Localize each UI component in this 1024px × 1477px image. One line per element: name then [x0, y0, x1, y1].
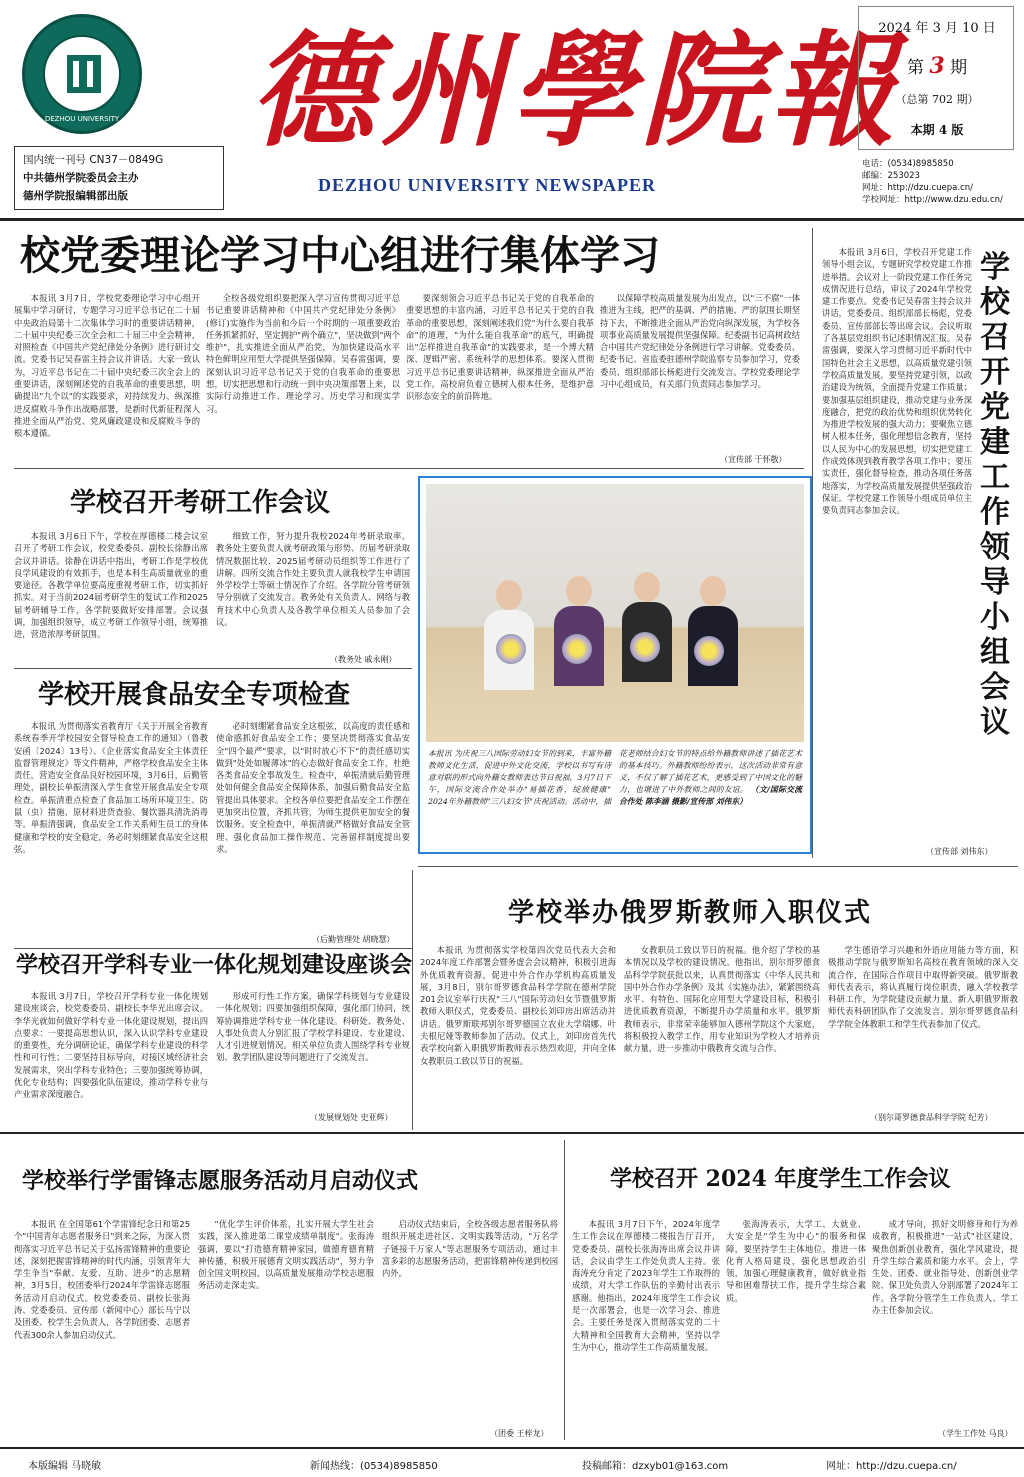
- pubinfo-line: 德州学院报编辑部出版: [23, 190, 128, 202]
- russian-text: 本报讯 为贯彻落实学校第四次党员代表大会和2024年度工作部署会暨务虚会会议精神，积极引进海外优质教育资源，促进中外合作办学机构高质量发展，3月8日，别尔哥罗德食品科学学院在德州学院201会议室举行庆祝"三八"国际劳动妇女节暨俄罗斯教师入职仪式，党委委员、副校长刘印房出席活动并讲话。俄罗斯联邦别尔哥罗德国立农业大学瑞娜、叶夫根尼娅等教师参加了活动。仪式上，刘印房首先代表学校向新入职俄罗斯教师表示热烈欢迎，并向全体女教职员工致以节日的祝福。: [420, 945, 616, 1066]
- section-divider: [0, 1132, 1024, 1134]
- issue-prefix: 第: [906, 58, 924, 78]
- kaoyan-byline: （教务处 戚永刚）: [330, 655, 397, 664]
- flower-arrangement-icon: [630, 632, 660, 662]
- kaoyan-headline: 学校召开考研工作会议: [70, 488, 331, 518]
- russian-column-2: [624, 944, 820, 1122]
- contact-line[interactable]: 学校网址：http://www.dzu.edu.cn/: [862, 195, 1003, 205]
- discipline-headline: 学校召开学科专业一体化规划建设座谈会: [16, 952, 413, 978]
- kaoyan-column-1: [14, 530, 208, 664]
- total-issue: （总第 702 期）: [895, 93, 979, 106]
- contact-line: 邮编：253023: [862, 171, 920, 181]
- student-text: 本报讯 3月7日下午，2024年度学生工作会议在厚德楼二楼报告厅召开，党委委员、副校长张海涛出席会议并讲话，会议由学生工作处负责人主持。张海涛充分肯定了2023年学生工作取得的成绩，对大学工作队伍的辛勤付出表示感谢。他指出，2024年度学生工作会议是一次部署会，也是一次学习会、推进会。主要任务是深入贯彻落实党的二十大精神和全国教育大会精神，坚持以学生为中心，推动学生工作高质量发展。: [572, 1219, 720, 1352]
- university-logo: [22, 14, 142, 134]
- lead-headline: 校党委理论学习中心组进行集体学习: [20, 233, 660, 279]
- issue-no: 3: [929, 53, 945, 79]
- logo-text: DEZHOU UNIVERSITY: [44, 115, 120, 123]
- discipline-text: 形成可行性工作方案，确保学科规划与专业建设一体化规划；四要加强组织保障，强化部门协同，统筹协调推进学科专业一体化建设。科研处、教务处、人事处负责人分别汇报了学校学科建设、专业建设、人才引进规划情况。相关单位负责人围绕学科专业规划、教学团队建设等问题进行了交流发言。: [216, 991, 410, 1063]
- page-count: 本期 4 版: [910, 123, 964, 137]
- kaoyan-text: 细致工作，努力提升我校2024年考研录取率。教务处主要负责人就考研政策与形势、历届考研录取情况数据比较、2025届考研动员组织等工作进行了讲解。四所交流合作处主要负责人就我校学生申请国外学校学士等硕士情况作了介绍。各学院分管考研领导分别就了交流发言。教务处有关负责人、网络与教育技术中心负责人及各教学单位相关人员参加了会议。: [216, 531, 410, 628]
- column-divider: [564, 1140, 565, 1440]
- leifeng-text: "优化学生评价体系，扎实开展大学生社会实践，深入推进第二课堂成绩单制度"。张海涛强调，要以"打造德育精神家园，做德育德育精神传播，积极开展德育文明实践活动"，努力争创全国文明校园，以高质量发展推动学校志愿服务活动走深走实。: [198, 1219, 374, 1291]
- column-divider: [812, 228, 813, 858]
- party-byline: （宣传部 刘伟东）: [926, 847, 993, 856]
- photo-caption-text: 本报讯 为庆祝三八国际劳动妇女节的到来，丰富外籍教师文化生活，促进中外文化交流，学校以书写有诗意对联的形式向外籍女教师表达节日祝福，3月7日下午，国际交流合作处举办"易插花香，绽放健康" 2024年外籍教师"三八妇女节"庆祝活动。活动中，插花老师结合妇女节的特点给外籍教师讲述了插花艺术的基本技巧。外籍教师纷纷表示，这次活动非常有意义，不仅了解了插花艺术，更感受到了中国文化的魅力，也增进了中外教师之间的友谊。: [428, 749, 802, 806]
- leifeng-headline: 学校举行学雷锋志愿服务活动月启动仪式: [22, 1168, 419, 1194]
- food-text: 必时刻绷紧食品安全这根弦，以高度的责任感和使命感抓好食品安全工作；要坚决贯彻落实食品安全"四个最严"要求，以"时时放心不下"的责任感切实做到"处处如履薄冰"的心态做好食品安全工作，杜绝各类食品安全事故发生。检查中，单振清就后勤管理处如何健全食品安全保障体系，加强后勤食品安全监管提出具体要求。全校各单位要把食品安全工作摆在更加突出位置，齐抓共管，为师生提供更加安全的餐饮服务。安全检查中，单振清就严格做好食品安全管理、强化食品加工操作规范、完善留样制度提出要求。: [216, 721, 410, 854]
- section-divider: [14, 468, 804, 469]
- food-column-1: [14, 720, 208, 944]
- pubinfo-line: 国内统一刊号 CN37－0849G: [23, 154, 164, 166]
- lead-text: 本报讯 3月7日，学校党委理论学习中心组开展集中学习研讨，专题学习习近平总书记在二十届中央政治局第十二次集体学习时的重要讲话精神，二十届中央纪委三次全会和二十届三中全会精神，对照检查《中国共产党纪律处分条例》进行研讨交流。党委书记吴春雷主持会议并讲话。大家一致认为，习近平总书记在二十届中央纪委三次全会上的重要讲话，深刻阐述党的自我革命的重要思想，明确提出"九个以"的实践要求，对持续发力、纵深推进反腐败斗争作出战略部署，是新时代新征程深入推进全面从严治党、党风廉政建设和反腐败斗争的根本遵循。: [14, 293, 200, 439]
- food-text: 本报讯 为贯彻落实省教育厅《关于开展全省教育系统春季开学校园安全督导检查工作的通知》（鲁教安函〔2024〕13号）、《企业落实食品安全主体责任监督管理规定》等文件精神，严格学校食品安全主体责任，营造安全食品良好校园环境，3月6日，后勤管理处，副校长单振清深入学生食堂开展食品安全专项检查。单振清重点检查了食品加工场所环境卫生、防鼠（虫）措施、原材料进货查验、餐饮器具清洗消毒等。单振清强调，食品安全工作关系师生员工的身体健康和学校的安全稳定，务必时刻绷紧食品安全这根弦。: [14, 721, 208, 854]
- russian-text: 学生德语学习兴趣和外语应用能力等方面，积极推动学院与俄罗斯知名高校在教育领域的深入交流合作，在国际合作项目中取得新突破。俄罗斯教师代表表示，将认真履行岗位职责，融入学校教学科研工作，为学院建设贡献力量。新入职俄罗斯教师代表科研团队作了交流发言。别尔哥罗德食品科学学院全体教职工和学生代表参加了仪式。: [828, 945, 1018, 1029]
- student-byline: （学生工作处 马良）: [938, 1429, 1013, 1438]
- lead-text: 以保障学校高质量发展为出发点，以"三不腐"一体推进为主线，把严的基调、严的措施、严的氛围长期坚持下去，不断推进全面从严治党向纵深发展，为学校各项事业高质量发展提供坚强保障。纪委副书记高树政结合中国共产党纪律处分条例进行学习讲解。党委委员、纪委书记、省监委驻德州学院监察专员参加学习，党委委员、组织部部长杨彪进行交流发言。学校党委理论学习中心组成员，有关部门负责同志参加学习。: [600, 293, 800, 390]
- section-divider: [418, 866, 1018, 867]
- publication-info: [14, 146, 224, 210]
- footer-website[interactable]: 网址：http://dzu.cuepa.cn/: [826, 1461, 957, 1472]
- lead-byline: （宣传部 于怀敬）: [720, 455, 787, 464]
- leifeng-byline: （团委 王梓龙）: [490, 1429, 549, 1438]
- masthead-divider: [0, 218, 1024, 221]
- food-byline: （后勤管理处 胡晓慧）: [312, 935, 395, 944]
- issue-number: [859, 53, 1015, 79]
- leifeng-text: 启动仪式结束后，全校各级志愿者服务队将组织开展走进社区、文明实践等活动，"万名学子链接千万家人"等志愿服务专项活动，通过丰富多彩的志愿服务活动，把雷锋精神传递到校园内外。: [382, 1219, 558, 1279]
- lead-column-1: [14, 292, 200, 464]
- student-headline: 学校召开 2024 年度学生工作会议: [610, 1166, 951, 1192]
- contact-line[interactable]: 网址：http://dzu.cuepa.cn/: [862, 183, 974, 193]
- issue-date: 2024 年 3 月 10 日: [878, 21, 996, 36]
- party-headline: 学校召开党建工作领导小组会议: [980, 250, 1010, 740]
- party-column: [822, 246, 972, 846]
- student-text: 成才导向，抓好文明修身和行为养成教育，积极推进"一站式"社区建设，聚焦创新创业教育，强化学风建设，提升学生综合素质和能力水平。会上，学生处、团委、就业指导处、创新创业学院、保卫处负责人分别部署了2024年工作。各学院分管学生工作负责人、学工办主任参加会议。: [872, 1219, 1018, 1316]
- leifeng-column-2: [198, 1218, 374, 1438]
- kaoyan-text: 本报讯 3月6日下午，学校在厚德楼二楼会议室召开了考研工作会议，校党委委员、副校长徐静出席会议并讲话。徐静在讲话中指出，考研工作是学校优良学风建设的有效抓手，也是本科生高质量就业的重要途径。各教学单位要高度重视考研工作，切实抓好抓实。对于当前2024届考研学生的复试工作和2025届考研辅导工作，各学院要做好安排部署。会议强调，加强组织领导，成立考研工作领导小组，统筹推进，营造浓厚考研氛围。: [14, 531, 208, 640]
- student-column-3: [872, 1218, 1018, 1424]
- issue-suffix: 期: [950, 58, 968, 78]
- russian-text: 女教职员工致以节日的祝福。他介绍了学校的基本情况以及学校的建设情况。他指出，别尔哥罗德食品科学学院获批以来，认真贯彻落实《中华人民共和国中外合作办学条例》及其《实施办法》，紧紧围绕高水平、有特色、国际化应用型大学建设目标，积极引进优质教育资源，不断提升办学质量和水平。俄罗斯教师表示，非常荣幸能够加入德州学院这个大家庭，将积极投入教学工作，用专业知识为学校人才培养贡献力量，进一步推动中俄教育交流与合作。: [624, 945, 820, 1054]
- photo-caption: [428, 748, 802, 808]
- photo-person: [622, 572, 672, 682]
- lead-column-3: [406, 292, 594, 464]
- logo-building-icon: [67, 55, 101, 93]
- leifeng-column-1: [14, 1218, 190, 1438]
- russian-byline: （别尔哥罗德食品科学学院 纪芳）: [870, 1113, 993, 1122]
- kaoyan-column-2: [216, 530, 410, 650]
- photo-womens-day: [426, 484, 804, 742]
- leifeng-column-3: [382, 1218, 558, 1428]
- lead-column-2: [206, 292, 400, 464]
- discipline-text: 本报讯 3月7日，学校召开学科专业一体化规划建设座谈会，校党委委员、副校长李华光出席会议。李华光就如何做好学科专业一体化建设规划，提出四点要求：一要提高思想认识，深入认识学科专业建设的重要性，充分调研论证，确保学科专业建设的科学性和可行性；二要坚持目标导向，对接区域经济社会发展需求，突出学科专业特色；三要加强统筹协调，优化专业结构；四要强化队伍建设，推动学科专业与产业需求深度融合。: [14, 991, 208, 1100]
- student-column-2: [726, 1218, 866, 1438]
- food-headline: 学校开展食品安全专项检查: [38, 680, 351, 710]
- column-divider: [412, 870, 413, 1130]
- contact-line: 电话：(0534)8985850: [862, 159, 954, 169]
- leifeng-text: 本报讯 在全国第61个学雷锋纪念日和第25个"中国青年志愿者服务日"到来之际，为深入贯彻落实习近平总书记关于弘扬雷锋精神的重要论述，深刻把握雷锋精神的时代内涵，引领青年大学生争当"奉献、友爱、互助、进步"的志愿精神，3月5日，校团委举行2024年学雷锋志愿服务活动月启动仪式。校党委委员、副校长张海涛、党委委员、宣传部（新闻中心）部长马宁以及团委、校学生会负责人，各学院团委、志愿者代表300余人参加启动仪式。: [14, 1219, 190, 1340]
- student-column-1: [572, 1218, 720, 1438]
- student-text: 张海涛表示，大学工、大就业、大安全是"学生为中心"的服务和保障，要坚持学生主体地位，推进一体化育人格局建设，强化思想政治引领，加强心理健康教育，做好就业指导和困难帮扶工作，提升学生综合素质。: [726, 1219, 866, 1303]
- footer-email[interactable]: 投稿邮箱：dzxyb01@163.com: [582, 1461, 729, 1472]
- pubinfo-line: 中共德州学院委员会主办: [23, 172, 139, 184]
- newspaper-title: 德州學院報: [250, 19, 901, 164]
- section-divider: [14, 948, 412, 949]
- lead-text: 全校各级党组织要把深入学习宣传贯彻习近平总书记重要讲话精神和《中国共产党纪律处分条例》(修订)实施作为当前和今后一个时期的一项重要政治任务抓紧抓好，坚定拥护"两个确立"，坚决做到"两个维护"，扎实推进全面从严治党，为加快建设高水平特色鲜明应用型大学提供坚强保障。吴春雷强调，要深刻认识习近平总书记关于党的自我革命的重要思想，切实把思想和行动统一到中央决策部署上来，以实际行动推进工作、理论学习、历史学习和现实学习。: [206, 293, 400, 414]
- food-column-2: [216, 720, 410, 932]
- flower-arrangement-icon: [694, 636, 724, 666]
- discipline-column-1: [14, 990, 208, 1122]
- lead-text: 要深刻领会习近平总书记关于党的自我革命的重要思想的丰富内涵，习近平总书记关于党的自我革命的重要思想，深刻阐述我们党"为什么要自我革命"的道理，"为什么能自我革命"的底气，明确提出"怎样推进自我革命"的实践要求，是一个博大精深、逻辑严密、系统科学的思想体系。要深入贯彻习近平总书记重要讲话精神，纵深推进全面从严治党工作。高校肩负着立德树人根本任务，是维护意识形态安全的前沿阵地。: [406, 293, 594, 402]
- contact-info: [862, 158, 1022, 206]
- discipline-byline: （发展规划处 史亚辉）: [310, 1113, 393, 1122]
- flower-arrangement-icon: [496, 634, 526, 664]
- footer-hotline: 新闻热线：(0534)8985850: [310, 1461, 438, 1472]
- logo-inner-ring: [43, 35, 121, 113]
- russian-column-1: [420, 944, 616, 1122]
- party-text: 本报讯 3月6日，学校召开党建工作领导小组会议，专题研究学校党建工作推进举措。会议对上一阶段党建工作任务完成情况进行总结，审议了2024年学校党建工作要点。党委书记吴春雷主持会议并讲话，党委委员、组织部部长杨彪，党委委员、宣传部部长等出席会议。会议听取了各基层党组织书记述职情况汇报。吴春雷强调，要深入学习贯彻习近平新时代中国特色社会主义思想，以高质量党建引领学校高质量发展。要坚持党建引领，以政治建设为统领，全面提升党建工作质量；要加强基层组织建设，推动党建与业务深度融合，把党的政治优势和组织优势转化为推进学校发展的强大动力；要聚焦立德树人根本任务，强化理想信念教育，坚持以人民为中心的发展思想，切实把党建工作成效体现到教育教学各项工作中；要压实责任，强化督导检查，推动各项任务落地落实，为学校高质量发展提供坚强政治保证。学校党建工作领导小组成员单位主要负责同志参加会议。: [822, 247, 972, 516]
- section-divider: [14, 668, 412, 669]
- photo-person: [554, 576, 604, 686]
- newspaper-english-title: DEZHOU UNIVERSITY NEWSPAPER: [318, 175, 657, 195]
- issue-box: [858, 6, 1014, 150]
- discipline-column-2: [216, 990, 410, 1110]
- photo-byline: （文/国际交流合作处 陈李涵 摄影/宣传部 刘伟东）: [619, 785, 802, 806]
- photo-person: [688, 576, 738, 686]
- lead-column-4: [600, 292, 800, 450]
- russian-column-3: [828, 944, 1018, 1110]
- page-footer: [0, 1447, 1024, 1477]
- footer-editor: 本版编辑 马晓敏: [28, 1461, 102, 1472]
- flower-arrangement-icon: [562, 634, 592, 664]
- russian-headline: 学校举办俄罗斯教师入职仪式: [508, 898, 873, 928]
